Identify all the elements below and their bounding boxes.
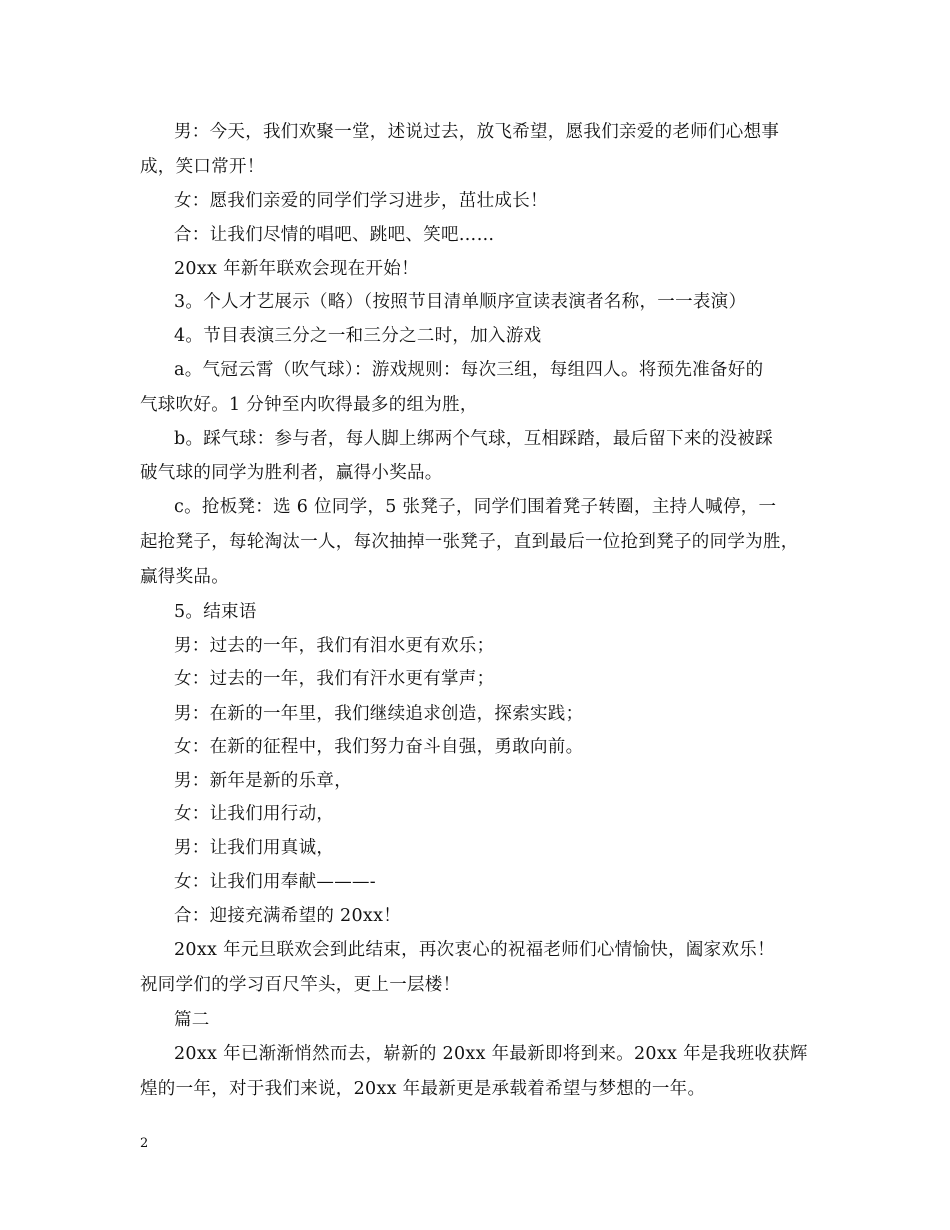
paragraph-line: 煌的一年，对于我们来说，20xx 年最新更是承载着希望与梦想的一年。 [140,1079,706,1099]
paragraph-line: 男：让我们用真诚， [174,838,335,858]
paragraph-line: 祝同学们的学习百尺竿头，更上一层楼！ [140,975,461,995]
paragraph-line: 女：让我们用奉献———- [174,872,377,892]
section-heading: 5。结束语 [174,602,257,622]
paragraph-line: b。踩气球：参与者，每人脚上绑两个气球，互相踩踏，最后留下来的没被踩 [174,429,773,449]
paragraph-line: 女：过去的一年，我们有汗水更有掌声； [174,669,495,689]
paragraph-line: 合：让我们尽情的唱吧、跳吧、笑吧…… [174,225,495,245]
paragraph-line: 气球吹好。1 分钟至内吹得最多的组为胜， [140,395,478,415]
section-heading: 篇二 [174,1010,210,1030]
paragraph-line: 女：在新的征程中，我们努力奋斗自强，勇敢向前。 [174,737,584,757]
paragraph-line: 合：迎接充满希望的 20xx！ [174,906,402,926]
paragraph-line: 3。个人才艺展示（略）（按照节目清单顺序宣读表演者名称，一一表演） [174,292,747,312]
paragraph-line: 起抢凳子，每轮淘汰一人，每次抽掉一张凳子，直到最后一位抢到凳子的同学为胜， [140,532,799,552]
paragraph-line: 男：今天，我们欢聚一堂，述说过去，放飞希望，愿我们亲爱的老师们心想事 [174,122,780,142]
paragraph-line: 男：在新的一年里，我们继续追求创造，探索实践； [174,704,584,724]
paragraph-line: 20xx 年新年联欢会现在开始！ [174,259,419,279]
paragraph-line: 赢得奖品。 [140,567,229,587]
paragraph-line: 女：让我们用行动， [174,804,335,824]
paragraph-line: 男：新年是新的乐章， [174,771,352,791]
paragraph-line: 成，笑口常开！ [140,157,265,177]
paragraph-line: 20xx 年元旦联欢会到此结束，再次衷心的祝福老师们心情愉快，阖家欢乐！ [174,940,775,960]
paragraph-line: 破气球的同学为胜利者，赢得小奖品。 [140,463,443,483]
page-number: 2 [140,1136,149,1151]
paragraph-line: 4。节目表演三分之一和三分之二时，加入游戏 [174,326,542,346]
paragraph-line: a。气冠云霄（吹气球）：游戏规则：每次三组，每组四人。将预先准备好的 [174,360,764,380]
paragraph-line: 女：愿我们亲爱的同学们学习进步，茁壮成长！ [174,191,548,211]
paragraph-line: 男：过去的一年，我们有泪水更有欢乐； [174,636,495,656]
paragraph-line: 20xx 年已渐渐悄然而去，崭新的 20xx 年最新即将到来。20xx 年是我班收获辉 [174,1044,808,1064]
paragraph-line: c。抢板凳：选 6 位同学，5 张凳子，同学们围着凳子转圈，主持人喊停，一 [174,497,777,517]
